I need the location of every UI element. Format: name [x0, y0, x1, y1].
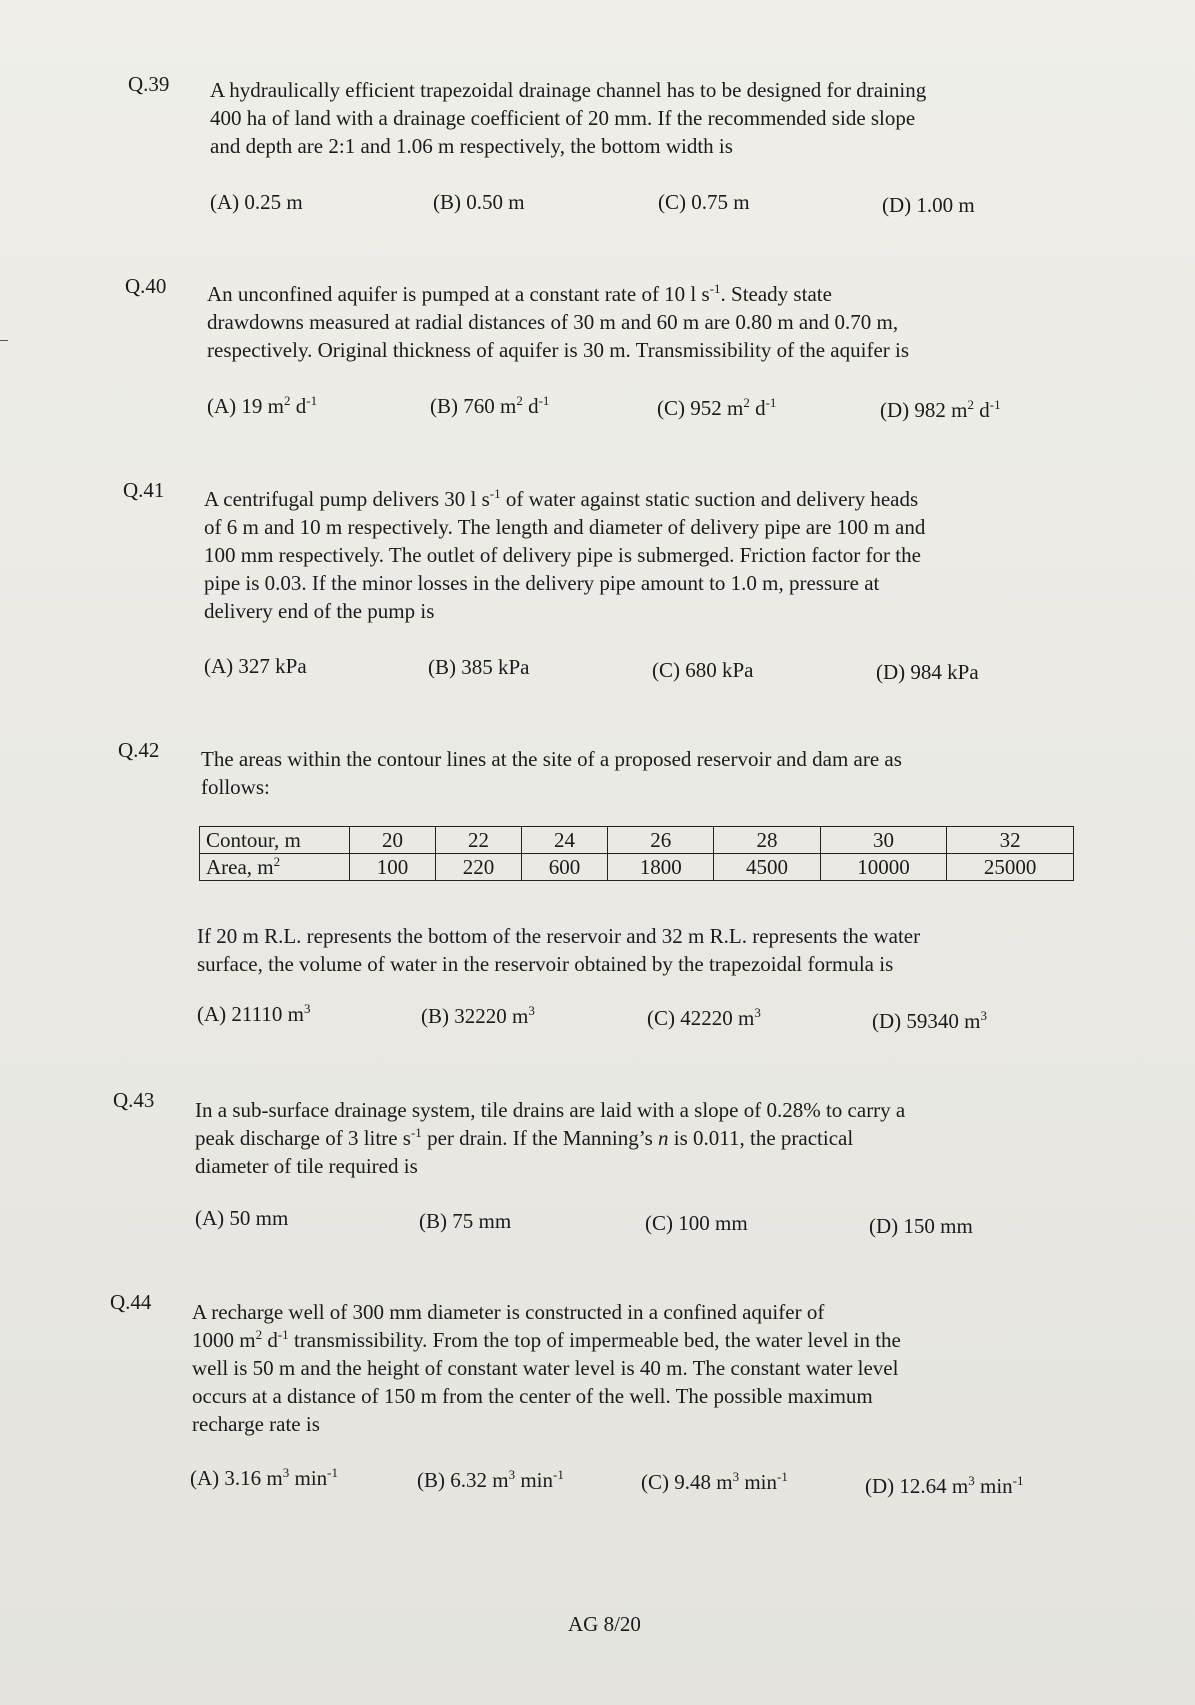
option-c[interactable]: (C) 42220 $m^3$	[647, 1005, 761, 1030]
question-line: follows:	[201, 775, 270, 799]
option-b[interactable]: (B) 6.32 $m^3$ $\min^{-1}$	[417, 1467, 564, 1492]
table-cell: 10000	[820, 854, 947, 881]
question-number: Q.42	[118, 738, 160, 762]
question-line: 400 ha of land with a drainage coefficient of 20 mm. If the recommended side slope	[210, 106, 916, 130]
table-cell: 30	[820, 827, 947, 854]
question-line: 100 mm respectively. The outlet of delivery pipe is submerged. Friction factor for the	[204, 543, 921, 567]
option-b[interactable]: (B) 385 kPa	[428, 655, 530, 679]
table-cell: 32	[947, 827, 1074, 854]
option-d[interactable]: (D) 150 mm	[869, 1214, 973, 1238]
question-text	[195, 1096, 1075, 1180]
table-cell: 24	[522, 827, 608, 854]
table-cell: 600	[522, 854, 608, 881]
question-line: A hydraulically efficient trapezoidal drainage channel has to be designed for draining	[210, 78, 927, 102]
contour-area-table	[199, 826, 1074, 881]
option-a[interactable]: (A) 50 mm	[195, 1206, 289, 1230]
question-text	[207, 280, 1085, 364]
question-line: The areas within the contour lines at the site of a proposed reservoir and dam are as	[201, 747, 902, 771]
option-a[interactable]: (A) 0.25 m	[210, 190, 303, 214]
question-line: 1000 $m^2$ $d^{-1}$ transmissibility. From the top of impermeable bed, the water level in the	[192, 1327, 901, 1352]
question-text-continued	[197, 922, 1077, 978]
row-header: Contour, m	[200, 827, 350, 854]
table-cell: 28	[714, 827, 820, 854]
question-number: Q.43	[113, 1088, 155, 1112]
option-b[interactable]: (B) 760 $m^2$ $d^{-1}$	[430, 393, 550, 418]
question-line: drawdowns measured at radial distances of 30 m and 60 m are 0.80 m and 0.70 m,	[207, 310, 899, 334]
question-text	[192, 1298, 1067, 1438]
question-line: A centrifugal pump delivers 30 l $s^{-1}$ of water against static suction and delivery heads	[204, 486, 919, 511]
option-d[interactable]: (D) 1.00 m	[882, 193, 975, 217]
table-cell: 1800	[608, 854, 714, 881]
option-c[interactable]: (C) 0.75 m	[658, 190, 750, 214]
option-b[interactable]: (B) 75 mm	[419, 1209, 512, 1233]
option-c[interactable]: (C) 100 mm	[645, 1211, 748, 1235]
option-b[interactable]: (B) 32220 $m^3$	[421, 1003, 535, 1028]
option-d[interactable]: (D) 59340 $m^3$	[872, 1008, 987, 1033]
question-line: If 20 m R.L. represents the bottom of the reservoir and 32 m R.L. represents the water	[197, 924, 921, 948]
option-a[interactable]: (A) 21110 $m^3$	[197, 1001, 311, 1026]
question-line: pipe is 0.03. If the minor losses in the delivery pipe amount to 1.0 m, pressure at	[204, 571, 880, 595]
question-line: surface, the volume of water in the reservoir obtained by the trapezoidal formula is	[197, 952, 894, 976]
question-text	[204, 485, 1082, 625]
option-c[interactable]: (C) 952 $m^2$ $d^{-1}$	[657, 395, 777, 420]
question-line: respectively. Original thickness of aquifer is 30 m. Transmissibility of the aquifer is	[207, 338, 910, 362]
question-line: peak discharge of 3 litre $s^{-1}$ per drain. If the Manning’s n is 0.011, the practical	[195, 1125, 854, 1150]
option-b[interactable]: (B) 0.50 m	[433, 190, 525, 214]
question-line: recharge rate is	[192, 1412, 320, 1436]
question-line: and depth are 2:1 and 1.06 m respectively, the bottom width is	[210, 134, 733, 158]
table-cell: 220	[436, 854, 522, 881]
table-cell: 25000	[947, 854, 1074, 881]
question-number: Q.39	[128, 72, 170, 96]
page-number: AG 8/20	[568, 1612, 641, 1636]
question-number: Q.44	[110, 1290, 152, 1314]
option-a[interactable]: (A) 327 kPa	[204, 654, 307, 678]
table-cell: 26	[608, 827, 714, 854]
question-line: A recharge well of 300 mm diameter is constructed in a confined aquifer of	[192, 1300, 825, 1324]
row-header: Area, $m^2$	[200, 854, 350, 881]
question-text	[210, 76, 1085, 160]
option-d[interactable]: (D) 12.64 $m^3$ $\min^{-1}$	[865, 1473, 1024, 1498]
option-a[interactable]: (A) 19 $m^2$ $d^{-1}$	[207, 393, 318, 418]
option-c[interactable]: (C) 680 kPa	[652, 658, 754, 682]
question-line: occurs at a distance of 150 m from the center of the well. The possible maximum	[192, 1384, 873, 1408]
area-row	[200, 854, 1074, 881]
contour-row	[200, 827, 1074, 854]
margin-mark	[0, 340, 8, 341]
question-line: of 6 m and 10 m respectively. The length and diameter of delivery pipe are 100 m and	[204, 515, 926, 539]
option-d[interactable]: (D) 982 $m^2$ $d^{-1}$	[880, 397, 1001, 422]
question-line: delivery end of the pump is	[204, 599, 435, 623]
question-line: diameter of tile required is	[195, 1154, 418, 1178]
table-cell: 4500	[714, 854, 820, 881]
table-cell: 22	[436, 827, 522, 854]
question-number: Q.41	[123, 478, 165, 502]
question-text	[201, 745, 1079, 801]
option-c[interactable]: (C) 9.48 $m^3$ $\min^{-1}$	[641, 1469, 788, 1494]
question-line: An unconfined aquifer is pumped at a constant rate of 10 l $s^{-1}$. Steady state	[207, 281, 832, 306]
option-d[interactable]: (D) 984 kPa	[876, 660, 979, 684]
question-number: Q.40	[125, 274, 167, 298]
question-line: In a sub-surface drainage system, tile drains are laid with a slope of 0.28% to carry a	[195, 1098, 906, 1122]
option-a[interactable]: (A) 3.16 $m^3$ $\min^{-1}$	[190, 1465, 339, 1490]
table-cell: 100	[350, 854, 436, 881]
table-cell: 20	[350, 827, 436, 854]
question-line: well is 50 m and the height of constant water level is 40 m. The constant water level	[192, 1356, 899, 1380]
